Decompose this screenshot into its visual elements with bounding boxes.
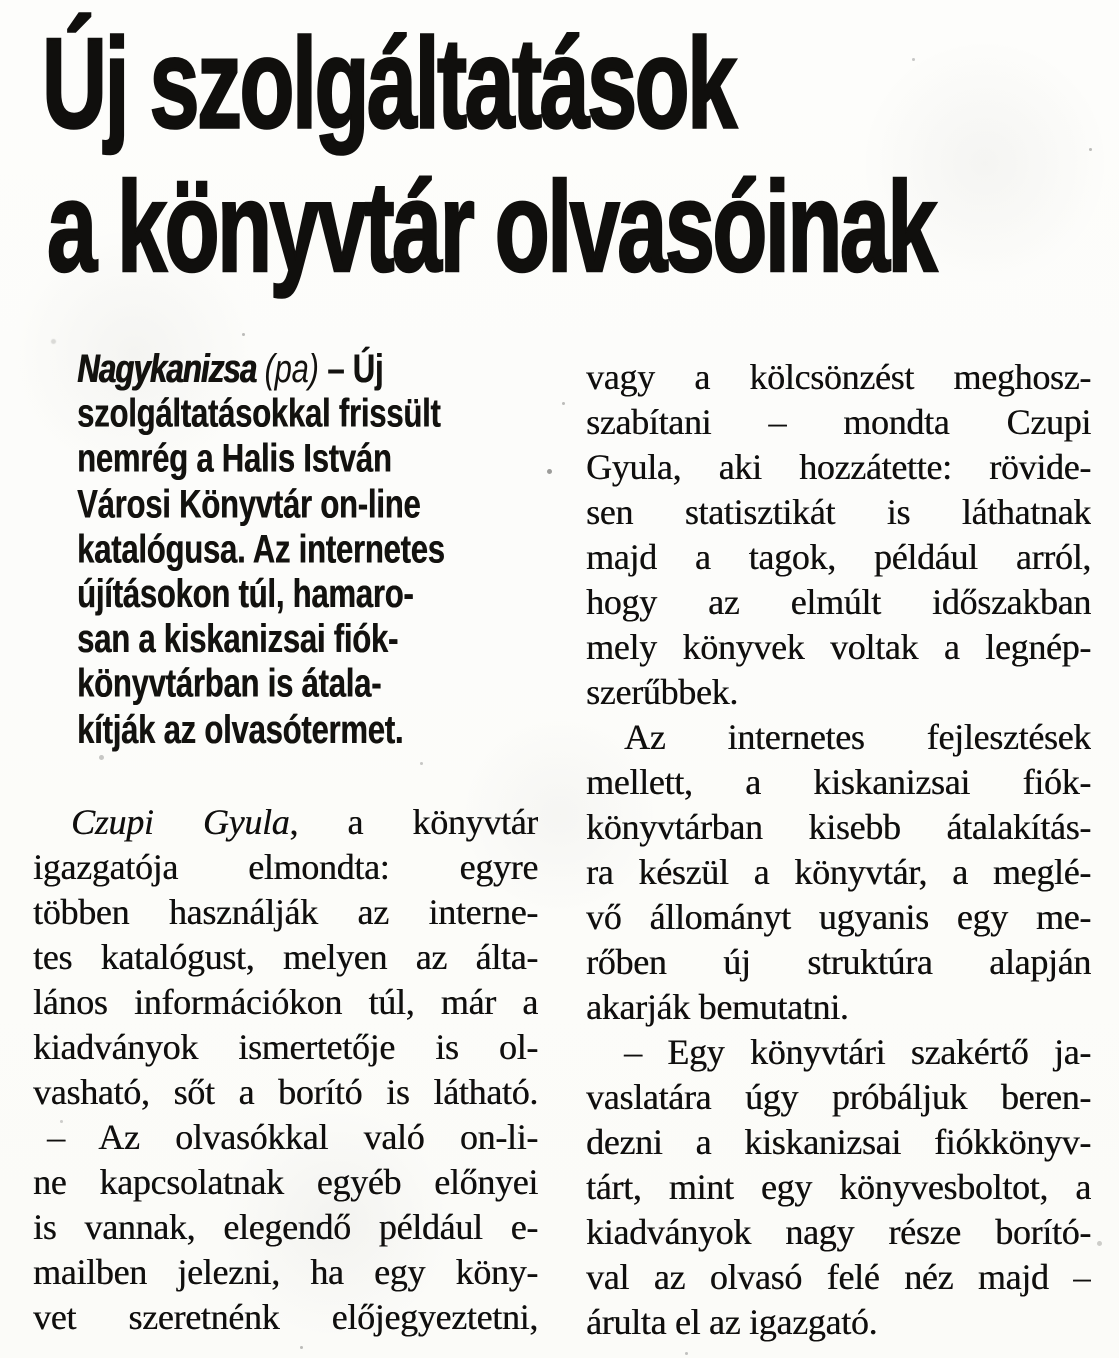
text-line: dezni a kiskanizsai fiókkönyv- <box>586 1122 1091 1162</box>
text-line: Gyula, aki hozzátette: rövide- <box>586 447 1091 487</box>
text-line: ne kapcsolatnak egyéb előnyei <box>33 1162 538 1202</box>
text-line: kiadványok ismertetője is ol- <box>33 1027 538 1067</box>
text-line: – Egy könyvtári szakértő ja- <box>624 1032 1091 1072</box>
text-line: árulta el az igazgató. <box>586 1302 878 1342</box>
lead-paragraph <box>77 346 547 752</box>
text-line: vasható, sőt a borító is látható. <box>33 1072 538 1112</box>
article-headline <box>42 14 935 301</box>
text-line: vő állományt ugyanis egy me- <box>586 897 1091 937</box>
text-line: szabítani – mondta Czupi <box>586 402 1091 442</box>
paragraph <box>33 800 538 1115</box>
text-line: tes katalógust, melyen az álta- <box>33 937 538 977</box>
lead-line: nemrég a Halis István <box>77 436 392 481</box>
headline-line: a könyvtár olvasóinak <box>47 157 935 300</box>
lead-first-line <box>77 346 547 391</box>
text-line: sen statisztikát is láthatnak <box>586 492 1091 532</box>
text-line: igazgatója elmondta: egyre <box>33 847 538 887</box>
text-line: kiadványok nagy része borító- <box>586 1212 1091 1252</box>
headline-line: Új szolgáltatások <box>42 14 735 156</box>
lead-line: újításokon túl, hamaro- <box>77 571 414 617</box>
lead-first-line-text: – Új <box>318 346 384 391</box>
text-line: többen használják az interne- <box>33 892 538 932</box>
article-column-right <box>586 355 1091 1345</box>
text-line: könyvtárban kisebb átalakítás- <box>586 807 1091 847</box>
text-line: val az olvasó felé néz majd – <box>586 1257 1091 1297</box>
paragraph <box>586 355 1091 715</box>
text-line: vagy a kölcsönzést meghosz- <box>586 357 1091 397</box>
text-line: lános információkon túl, már a <box>33 982 538 1022</box>
text-line: mellett, a kiskanizsai fiók- <box>586 762 1091 802</box>
lead-line: szolgáltatásokkal frissült <box>77 391 441 436</box>
text-line: is vannak, elegendő például e- <box>33 1207 538 1247</box>
lead-line: könyvtárban is átala- <box>77 661 382 707</box>
text-line: vet szeretnénk előjegyeztetni, <box>33 1297 538 1337</box>
text-line: Czupi Gyula, a könyvtár <box>71 802 538 842</box>
person-name-italic: Czupi Gyula <box>71 802 290 842</box>
scan-noise <box>0 0 3 3</box>
paragraph <box>586 715 1091 1030</box>
paragraph <box>33 1115 538 1340</box>
press-credit: (pa) <box>256 346 319 391</box>
text-line: vaslatára úgy próbáljuk beren- <box>586 1077 1091 1117</box>
text-line: Az internetes fejlesztések <box>624 717 1091 757</box>
lead-line: kítják az olvasótermet. <box>77 706 404 752</box>
lead-line: katalógusa. Az internetes <box>77 526 445 572</box>
lead-lines <box>77 391 547 751</box>
text-line: akarják bemutatni. <box>586 987 849 1027</box>
text-line: hogy az elmúlt időszakban <box>586 582 1091 622</box>
text-line: ra készül a könyvtár, a meglé- <box>586 852 1091 892</box>
text-line: szerűbbek. <box>586 672 738 712</box>
text-line: mailben jelezni, ha egy köny- <box>33 1252 538 1292</box>
text-line: tárt, mint egy könyvesboltot, a <box>586 1167 1091 1207</box>
paragraph <box>586 1030 1091 1345</box>
article-column-left <box>33 800 538 1340</box>
lead-line: san a kiskanizsai fiók- <box>77 616 399 662</box>
dateline: Nagykanizsa <box>77 346 257 391</box>
lead-line: Városi Könyvtár on-line <box>77 481 421 526</box>
text-line: – Az olvasókkal való on-li- <box>47 1117 538 1157</box>
text-line: rőben új struktúra alapján <box>586 942 1091 982</box>
text-line: mely könyvek voltak a legnép- <box>586 627 1091 667</box>
text-line: majd a tagok, például arról, <box>586 537 1091 577</box>
